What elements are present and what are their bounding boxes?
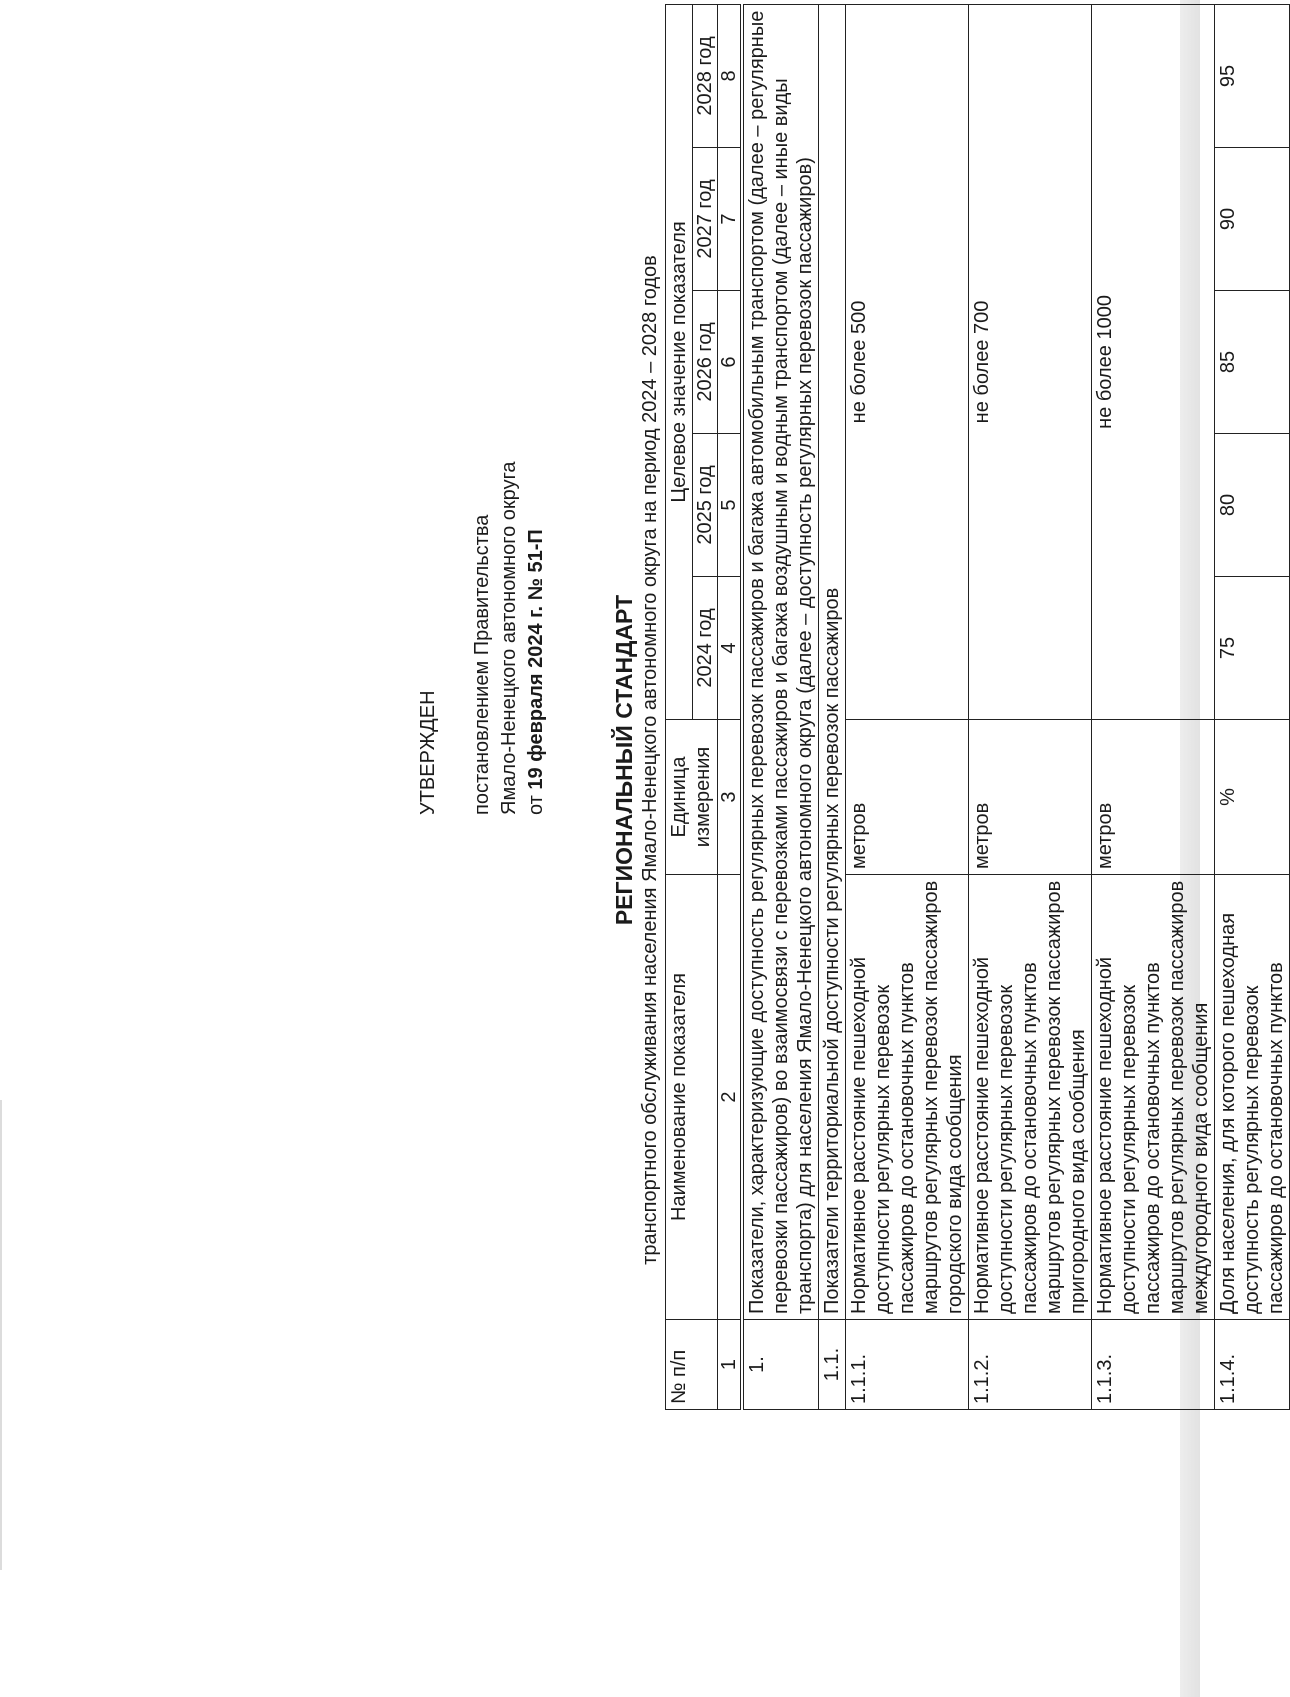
approval-line-1: постановлением Правительства — [471, 514, 493, 815]
section-text: Показатели территориальной доступности регулярных перевозок пассажиров — [819, 4, 846, 1319]
column-number: 3 — [718, 720, 743, 875]
row-number: 1.1.4. — [1215, 1320, 1290, 1410]
row-value: 85 — [1215, 291, 1290, 434]
table-row — [969, 4, 1092, 1409]
header-year: 2024 год — [693, 577, 718, 720]
header-year: 2026 год — [693, 291, 718, 434]
standard-table — [665, 4, 1290, 1410]
table-row — [1215, 4, 1290, 1409]
row-unit: % — [1215, 720, 1290, 875]
row-unit: метров — [1092, 720, 1215, 875]
row-value: 80 — [1215, 434, 1290, 577]
row-number: 1.1.3. — [1092, 1320, 1215, 1410]
header-unit: Единица измерения — [666, 720, 718, 875]
section-row — [819, 4, 846, 1409]
row-indicator-name: Нормативное расстояние пешеходной доступности регулярных перевозок пассажиров до остановочных пунктов маршрутов регулярных перевозок пассажиров пригородного вида сообщения — [969, 875, 1092, 1320]
section-number: 1.1. — [819, 1320, 846, 1410]
row-merged-value: не более 700 — [969, 4, 1092, 719]
row-merged-value: не более 1000 — [1092, 4, 1215, 719]
row-value: 75 — [1215, 577, 1290, 720]
scan-edge-mark — [0, 1100, 2, 1570]
header-row — [666, 4, 693, 1409]
column-number: 7 — [718, 148, 743, 291]
header-number: № п/п — [666, 1320, 718, 1410]
header-name: Наименование показателя — [666, 875, 718, 1320]
row-merged-value: не более 500 — [846, 4, 969, 719]
table-row — [1092, 4, 1215, 1409]
approval-block — [415, 255, 550, 815]
section-text: Показатели, характеризующие доступность регулярных перевозок пассажиров и багажа автомобильным транспортом (далее – регулярные перевозки пассажиров) во взаимосвязи с перевозками пассажиров и багажа воздушным и водным транспортом (далее – иные виды транспорта) для населения Ямало-Ненецкого автономного округа (далее – доступность регулярных перевозок пассажиров) — [742, 4, 819, 1319]
column-number: 6 — [718, 291, 743, 434]
approval-date-prefix: от — [525, 789, 547, 815]
row-unit: метров — [969, 720, 1092, 875]
row-unit: метров — [846, 720, 969, 875]
approval-line-2: Ямало-Ненецкого автономного округа — [498, 461, 520, 815]
row-number: 1.1.2. — [969, 1320, 1092, 1410]
header-year: 2027 год — [693, 148, 718, 291]
header-target: Целевое значение показателя — [666, 4, 693, 719]
approval-date: 19 февраля 2024 г. № 51-П — [525, 529, 547, 790]
column-number: 5 — [718, 434, 743, 577]
row-value: 90 — [1215, 148, 1290, 291]
document-title: РЕГИОНАЛЬНЫЙ СТАНДАРТ — [611, 594, 637, 926]
section-row — [742, 4, 819, 1409]
row-indicator-name: Нормативное расстояние пешеходной доступности регулярных перевозок пассажиров до остановочных пунктов маршрутов регулярных перевозок пассажиров городского вида сообщения — [846, 875, 969, 1320]
row-number: 1.1.1. — [846, 1320, 969, 1410]
column-number: 8 — [718, 4, 743, 147]
document-subtitle: транспортного обслуживания населения Ямало-Ненецкого автономного округа на период 2024 – 2028 годов — [639, 255, 661, 1265]
column-number: 1 — [718, 1320, 743, 1410]
column-number: 4 — [718, 577, 743, 720]
table-row — [846, 4, 969, 1409]
rotated-page — [415, 5, 1287, 1515]
header-year: 2025 год — [693, 434, 718, 577]
section-number: 1. — [742, 1320, 819, 1410]
row-value: 95 — [1215, 4, 1290, 147]
column-number-row — [718, 4, 743, 1409]
approved-title: УТВЕРЖДЕН — [417, 690, 439, 815]
row-indicator-name: Доля населения, для которого пешеходная доступность регулярных перевозок пассажиров до остановочных пунктов — [1215, 875, 1290, 1320]
header-year: 2028 год — [693, 4, 718, 147]
approval-date-line — [523, 255, 550, 815]
column-number: 2 — [718, 875, 743, 1320]
row-indicator-name: Нормативное расстояние пешеходной доступности регулярных перевозок пассажиров до остановочных пунктов маршрутов регулярных перевозок пассажиров междугородного вида сообщения — [1092, 875, 1215, 1320]
